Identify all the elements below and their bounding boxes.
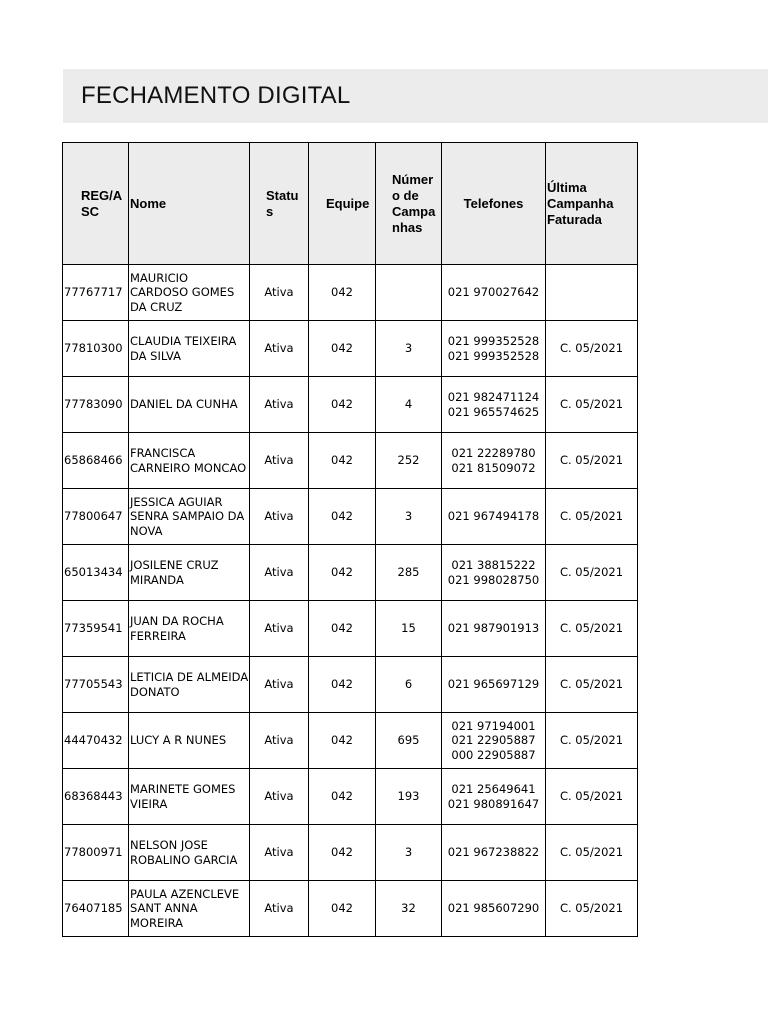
telefones-cell [442,377,546,433]
reg-cell: 68368443 [63,769,129,825]
telefones-cell [442,601,546,657]
name-cell: DANIEL DA CUNHA [129,377,250,433]
ultima-campanha-cell: C. 05/2021 [546,825,638,881]
name-cell: JESSICA AGUIAR SENRA SAMPAIO DA NOVA [129,489,250,545]
status-cell: Ativa [250,489,309,545]
table-row [63,489,638,545]
telefones-cell [442,713,546,769]
ultima-campanha-cell: C. 05/2021 [546,769,638,825]
reg-cell: 77800971 [63,825,129,881]
title-bar [63,69,768,123]
column-header-telefones-label: Telefones [463,195,524,211]
phone-number: 021 25649641 [451,782,536,796]
phone-number: 021 38815222 [451,558,536,572]
column-header-numero [376,143,442,265]
table-row [63,601,638,657]
table-row [63,377,638,433]
campanhas-cell: 3 [376,321,442,377]
table-row [63,825,638,881]
phone-number: 021 22905887 [451,733,536,748]
reg-cell: 76407185 [63,881,129,937]
telefones-cell [442,321,546,377]
reg-cell: 65013434 [63,545,129,601]
campanhas-cell: 193 [376,769,442,825]
phone-number: 021 967494178 [447,509,540,524]
campanhas-cell: 3 [376,825,442,881]
name-cell: JUAN DA ROCHA FERREIRA [129,601,250,657]
reg-cell: 77359541 [63,601,129,657]
phone-number: 021 982471124 [447,390,540,404]
status-cell: Ativa [250,657,309,713]
column-header-ultima-label: Última Campanha Faturada [547,179,614,227]
header-row [63,143,638,265]
telefones-cell [442,433,546,489]
equipe-cell: 042 [309,545,376,601]
equipe-cell: 042 [309,489,376,545]
table-body [63,265,638,937]
ultima-campanha-cell: C. 05/2021 [546,545,638,601]
campanhas-cell: 6 [376,657,442,713]
phone-number: 021 81509072 [451,460,536,475]
column-header-reg-label: REG/A SC [81,187,123,219]
ultima-campanha-cell: C. 05/2021 [546,657,638,713]
campanhas-cell [376,265,442,321]
ultima-campanha-cell: C. 05/2021 [546,489,638,545]
name-cell: MARINETE GOMES VIEIRA [129,769,250,825]
ultima-campanha-cell: C. 05/2021 [546,321,638,377]
column-header-status [250,143,309,265]
campanhas-cell: 695 [376,713,442,769]
column-header-telefones [442,143,546,265]
phone-number: 021 965697129 [447,677,540,692]
name-cell: JOSILENE CRUZ MIRANDA [129,545,250,601]
status-cell: Ativa [250,265,309,321]
reg-cell: 77783090 [63,377,129,433]
phone-number: 021 97194001 [451,718,536,733]
status-cell: Ativa [250,545,309,601]
phone-number: 021 980891647 [447,796,540,811]
campanhas-cell: 252 [376,433,442,489]
telefones-cell [442,489,546,545]
column-header-equipe-label: Equipe [326,195,370,211]
phone-number: 000 22905887 [451,747,536,762]
status-cell: Ativa [250,377,309,433]
status-cell: Ativa [250,881,309,937]
reg-cell: 77800647 [63,489,129,545]
telefones-cell [442,265,546,321]
status-cell: Ativa [250,601,309,657]
ultima-campanha-cell [546,265,638,321]
campanhas-cell: 3 [376,489,442,545]
name-cell: NELSON JOSE ROBALINO GARCIA [129,825,250,881]
campanhas-cell: 4 [376,377,442,433]
column-header-nome [129,143,250,265]
name-cell: LETICIA DE ALMEIDA DONATO [129,657,250,713]
column-header-reg [63,143,129,265]
reg-cell: 77705543 [63,657,129,713]
column-header-status-label: Statu s [266,187,299,219]
table-row [63,881,638,937]
table-row [63,433,638,489]
equipe-cell: 042 [309,265,376,321]
table-row [63,769,638,825]
ultima-campanha-cell: C. 05/2021 [546,433,638,489]
status-cell: Ativa [250,825,309,881]
phone-number: 021 999352528 [447,348,540,363]
name-cell: LUCY A R NUNES [129,713,250,769]
reg-cell: 77810300 [63,321,129,377]
equipe-cell: 042 [309,377,376,433]
column-header-ultima [546,143,638,265]
equipe-cell: 042 [309,433,376,489]
table-row [63,713,638,769]
phone-number: 021 985607290 [447,901,540,916]
name-cell: CLAUDIA TEIXEIRA DA SILVA [129,321,250,377]
table-row [63,265,638,321]
telefones-cell [442,825,546,881]
column-header-equipe [309,143,376,265]
equipe-cell: 042 [309,713,376,769]
status-cell: Ativa [250,433,309,489]
telefones-cell [442,545,546,601]
column-header-nome-label: Nome [130,195,167,211]
equipe-cell: 042 [309,657,376,713]
phone-number: 021 970027642 [447,285,540,300]
ultima-campanha-cell: C. 05/2021 [546,601,638,657]
ultima-campanha-cell: C. 05/2021 [546,377,638,433]
name-cell: FRANCISCA CARNEIRO MONCAO [129,433,250,489]
page-title: FECHAMENTO DIGITAL [81,82,351,109]
status-cell: Ativa [250,713,309,769]
equipe-cell: 042 [309,321,376,377]
phone-number: 021 22289780 [451,446,536,460]
table-row [63,545,638,601]
name-cell: MAURICIO CARDOSO GOMES DA CRUZ [129,265,250,321]
phone-number: 021 999352528 [447,334,540,348]
table-row [63,321,638,377]
telefones-cell [442,657,546,713]
equipe-cell: 042 [309,769,376,825]
ultima-campanha-cell: C. 05/2021 [546,881,638,937]
phone-number: 021 998028750 [447,572,540,587]
campanhas-cell: 32 [376,881,442,937]
status-cell: Ativa [250,769,309,825]
reg-cell: 44470432 [63,713,129,769]
reg-cell: 77767717 [63,265,129,321]
campanhas-cell: 15 [376,601,442,657]
equipe-cell: 042 [309,601,376,657]
column-header-numero-label: Númer o de Campa nhas [392,171,436,235]
phone-number: 021 987901913 [447,621,540,636]
equipe-cell: 042 [309,825,376,881]
phone-number: 021 967238822 [447,845,540,860]
reg-cell: 65868466 [63,433,129,489]
name-cell: PAULA AZENCLEVE SANT ANNA MOREIRA [129,881,250,937]
telefones-cell [442,769,546,825]
phone-number: 021 965574625 [447,404,540,419]
roster-table [62,142,638,937]
table-row [63,657,638,713]
equipe-cell: 042 [309,881,376,937]
campanhas-cell: 285 [376,545,442,601]
telefones-cell [442,881,546,937]
status-cell: Ativa [250,321,309,377]
ultima-campanha-cell: C. 05/2021 [546,713,638,769]
